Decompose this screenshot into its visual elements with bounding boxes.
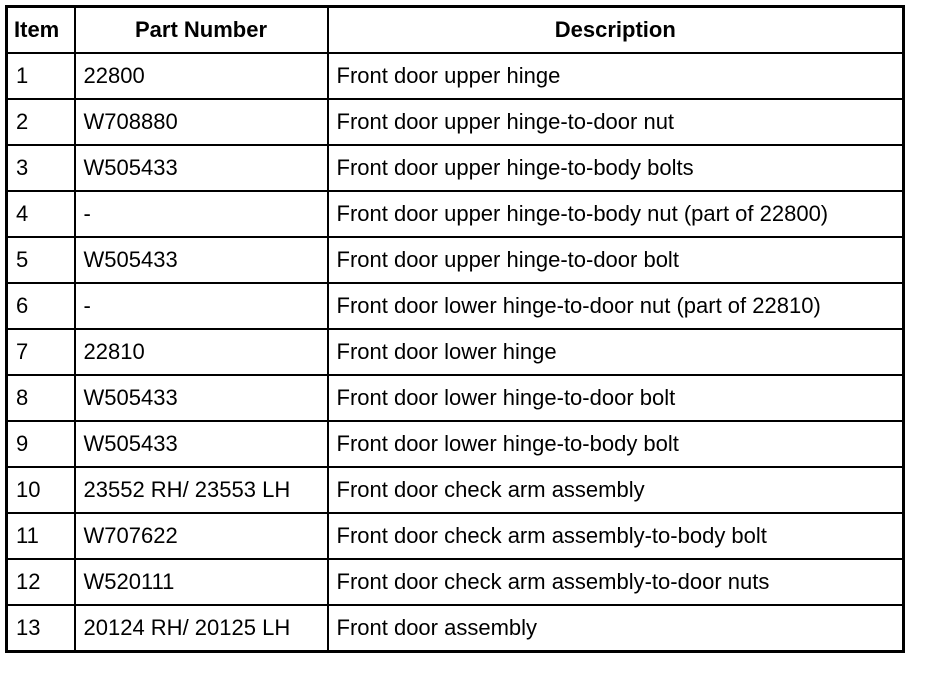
cell-part: -: [75, 283, 328, 329]
cell-item: 6: [7, 283, 75, 329]
cell-desc: Front door upper hinge-to-body nut (part of 22800): [328, 191, 904, 237]
table-row: [7, 375, 904, 421]
cell-item: 3: [7, 145, 75, 191]
table-row: [7, 329, 904, 375]
table-body: [7, 53, 904, 652]
cell-item: 12: [7, 559, 75, 605]
cell-desc: Front door check arm assembly-to-body bolt: [328, 513, 904, 559]
cell-desc: Front door upper hinge-to-door nut: [328, 99, 904, 145]
cell-item: 13: [7, 605, 75, 652]
cell-desc: Front door check arm assembly: [328, 467, 904, 513]
header-row: [7, 7, 904, 54]
parts-table: [5, 5, 905, 653]
cell-desc: Front door lower hinge-to-door nut (part of 22810): [328, 283, 904, 329]
cell-part: 20124 RH/ 20125 LH: [75, 605, 328, 652]
table-row: [7, 559, 904, 605]
cell-part: W520111: [75, 559, 328, 605]
table-row: [7, 467, 904, 513]
cell-item: 5: [7, 237, 75, 283]
cell-part: W707622: [75, 513, 328, 559]
cell-item: 10: [7, 467, 75, 513]
cell-item: 4: [7, 191, 75, 237]
cell-part: W505433: [75, 145, 328, 191]
cell-desc: Front door upper hinge-to-door bolt: [328, 237, 904, 283]
cell-item: 2: [7, 99, 75, 145]
table-row: [7, 513, 904, 559]
cell-desc: Front door upper hinge-to-body bolts: [328, 145, 904, 191]
cell-part: 22810: [75, 329, 328, 375]
header-item: Item: [7, 7, 75, 54]
header-part-number: Part Number: [75, 7, 328, 54]
cell-desc: Front door lower hinge-to-door bolt: [328, 375, 904, 421]
table-row: [7, 191, 904, 237]
table-header: [7, 7, 904, 54]
cell-part: W505433: [75, 375, 328, 421]
header-description: Description: [328, 7, 904, 54]
table-row: [7, 237, 904, 283]
table-row: [7, 605, 904, 652]
cell-part: W708880: [75, 99, 328, 145]
cell-desc: Front door lower hinge-to-body bolt: [328, 421, 904, 467]
cell-part: 23552 RH/ 23553 LH: [75, 467, 328, 513]
cell-item: 7: [7, 329, 75, 375]
cell-item: 9: [7, 421, 75, 467]
cell-item: 1: [7, 53, 75, 99]
table-row: [7, 283, 904, 329]
cell-part: W505433: [75, 237, 328, 283]
cell-item: 8: [7, 375, 75, 421]
cell-part: 22800: [75, 53, 328, 99]
cell-desc: Front door lower hinge: [328, 329, 904, 375]
cell-desc: Front door upper hinge: [328, 53, 904, 99]
cell-desc: Front door check arm assembly-to-door nuts: [328, 559, 904, 605]
cell-part: W505433: [75, 421, 328, 467]
cell-desc: Front door assembly: [328, 605, 904, 652]
table-row: [7, 99, 904, 145]
table-row: [7, 53, 904, 99]
table-row: [7, 421, 904, 467]
cell-part: -: [75, 191, 328, 237]
cell-item: 11: [7, 513, 75, 559]
table-row: [7, 145, 904, 191]
